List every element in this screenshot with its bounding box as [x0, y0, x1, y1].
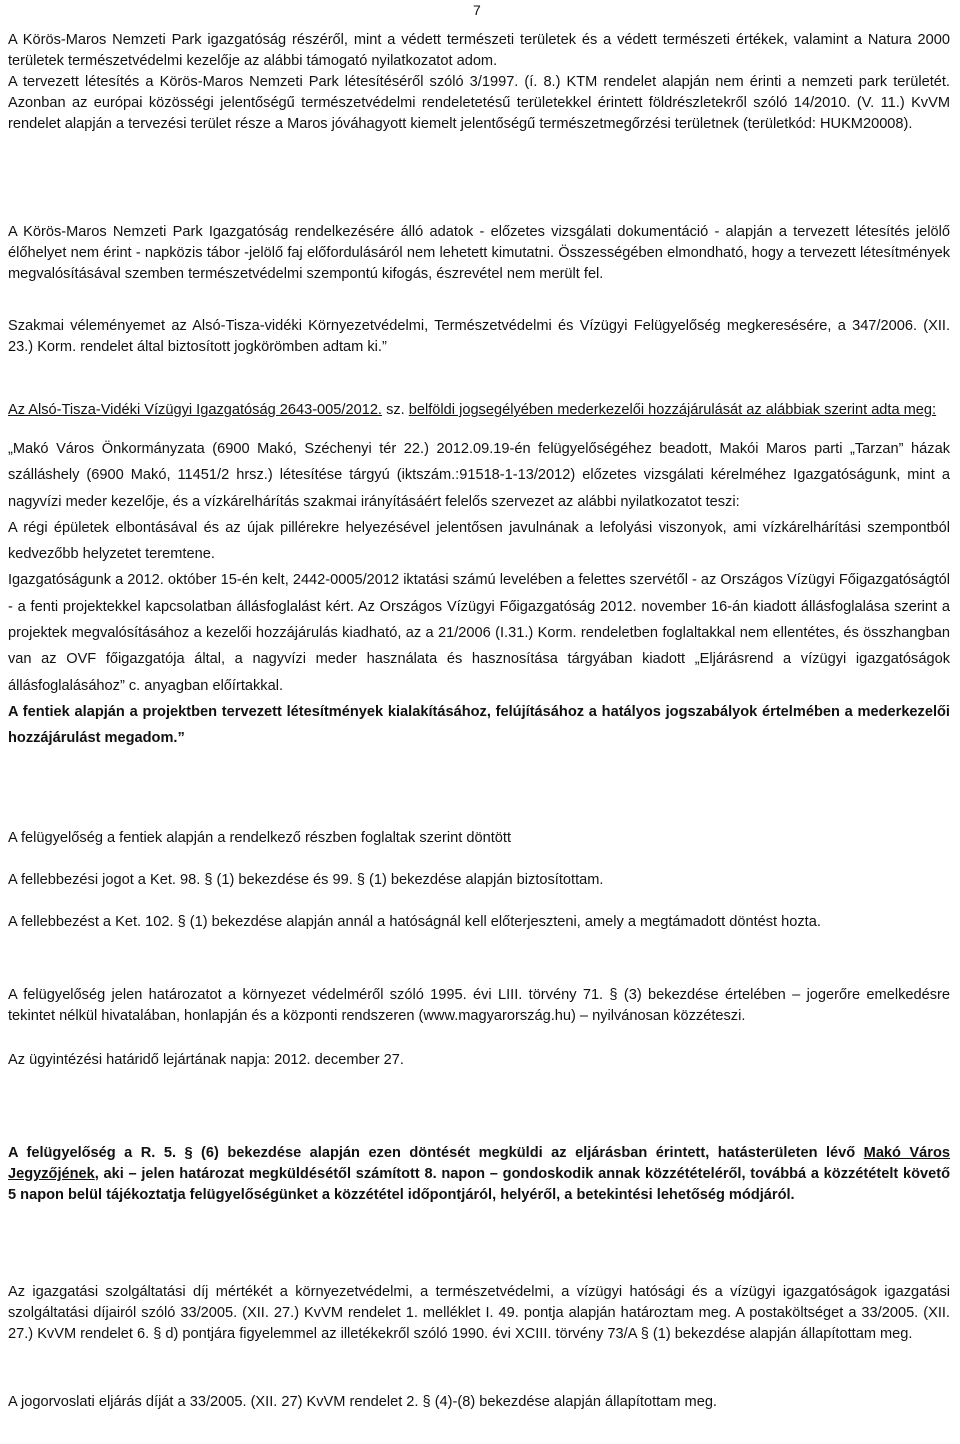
paragraph-appeal-submission: A fellebbezést a Ket. 102. § (1) bekezdése alapján annál a hatóságnál kell előterjeszteni, amely a megtámadott döntést hozta. [8, 914, 821, 930]
paragraph-intro [8, 30, 950, 135]
notification-text-start: A felügyelőség a R. 5. § (6) bekezdése alapján ezen döntését megküldi az eljárásban érintett, hatásterületen lévő [8, 1145, 864, 1161]
notification-text-end: , aki – jelen határozat megküldésétől számított 8. napon – gondoskodik annak közzétételéről, továbbá a közzétételt követő 5 napon belül tájékoztatja felügyelőségünket a közzététel időpontjáról, helyéről, a betekintési lehetőség módjáról. [8, 1166, 950, 1203]
paragraph-expert-opinion: Szakmai véleményemet az Alsó-Tisza-vidéki Környezetvédelmi, Természetvédelmi és Vízügyi Felügyelőség megkeresésére, a 347/2006. (XII. 23.) Korm. rendelet által biztosított jogkörömben adtam ki.” [8, 318, 950, 355]
paragraph-statement: A Körös-Maros Nemzeti Park igazgatóság részéről, mint a védett természeti területek és a védett természeti értékek, valamint a Natura 2000 területek természetvédelmi kezelője az alábbi támogató nyilatkozatot adom. [8, 32, 950, 69]
quote-buildings: A régi épületek elbontásával és az újak pillérekre helyezésével jelentősen javulnának a lefolyási viszonyok, ami vízkárelhárítási szempontból kedvezőbb helyzetet teremtene. [8, 519, 950, 563]
paragraph-deadline: Az ügyintézési határidő lejártának napja: 2012. december 27. [8, 1052, 404, 1068]
paragraph-fees: Az igazgatási szolgáltatási díj mértékét a környezetvédelmi, a természetvédelmi, a vízügyi hatósági és a vízügyi igazgatóságok igazgatási szolgáltatási díjairól szóló 33/2005. (XII. 27.) KvVM rendelet 1. melléklet I. 49. pontja alapján határoztam meg. A postaköltséget a 33/2005. (XII. 27.) KvVM rendelet 6. § d) pontjára figyelemmel az illetékekről szóló 1990. évi XCIII. törvény 73/A § (1) bekezdése alapján állapítottam meg. [8, 1284, 950, 1342]
paragraph-notification [8, 1143, 950, 1206]
paragraph-remedy-fee: A jogorvoslati eljárás díját a 33/2005. (XII. 27) KvVM rendelet 2. § (4)-(8) bekezdése alapján állapítottam meg. [8, 1394, 717, 1410]
paragraph-appeal-right: A fellebbezési jogot a Ket. 98. § (1) bekezdése és 99. § (1) bekezdése alapján biztosítottam. [8, 872, 604, 888]
water-directorate-sz: sz. [386, 402, 405, 418]
quote-request: „Makó Város Önkormányzata (6900 Makó, Széchenyi tér 22.) 2012.09.19-én felügyelőségéhez beadott, Makói Maros parti „Tarzan” házak szálláshely (6900 Makó, 11451/2 hrsz.) létesítése tárgyú (iktszám.:91518-1-13/2012) előzetes vizsgálati kérelméhez Igazgatóságunk, mint a nagyvízi meder kezelője, és a vízkárelhárítás szakmai irányításáért felelős szervezet az alábbi nyilatkozatot teszi: [8, 441, 950, 510]
notification-recipient: Makó Város Jegyzőjének [8, 1145, 950, 1182]
paragraph-national-park: A tervezett létesítés a Körös-Maros Nemzeti Park létesítéséről szóló 3/1997. (í. 8.) KTM rendelet alapján nem érinti a nemzeti park területét. Azonban az európai közösségi jelentőségű természetvédelmi rendeletetésű területekkel érintett földrészletekről szóló 14/2010. (V. 11.) KvVM rendelet alapján a tervezési terület része a Maros jóváhagyott kiemelt jelentőségű természetmegőrzési területnek (területkód: HUKM20008). [8, 74, 950, 132]
quote-decision: A fentiek alapján a projektben tervezett létesítmények kialakításához, felújításához a hatályos jogszabályok értelmében a mederkezelői hozzájárulást megadom.” [8, 703, 950, 747]
paragraph-publication: A felügyelőség jelen határozatot a környezet védelméről szóló 1995. évi LIII. törvény 71. § (3) bekezdése értelében – jogerőre emelkedésre tekintet nélkül hivatalában, honlapján és a központi rendszeren (www.magyarország.hu) – nyilvánosan közzéteszi. [8, 987, 950, 1024]
paragraph-decision: A felügyelőség a fentiek alapján a rendelkező részben foglaltak szerint döntött [8, 830, 511, 846]
paragraph-data-assessment: A Körös-Maros Nemzeti Park Igazgatóság rendelkezésére álló adatok - előzetes vizsgálati dokumentáció - alapján a tervezett létesítés jelölő élőhelyet nem érint - napközis tábor -jelölő faj előfordulásáról nem lehetett kimutatni. Összességében elmondható, hogy a tervezett létesítmények megvalósításával szemben természetvédelmi szempontú kifogás, észrevétel nem merült fel. [8, 224, 950, 282]
quote-ovf-position: Igazgatóságunk a 2012. október 15-én kelt, 2442-0005/2012 iktatási számú levelében a felettes szervétől - az Országos Vízügyi Főigazgatóságtól - a fenti projektekkel kapcsolatban állásfoglalást kért. Az Országos Vízügyi Főigazgatóság 2012. november 16-án kiadott állásfoglalása szerint a projektek megvalósításához a kezelői hozzájárulás kiadható, az a 21/2006 (I.31.) Korm. rendeletben foglaltakkal nem ellentétes, és összhangban van az OVF főigazgatója által, a nagyvízi meder használata és hasznosítása tárgyában kiadott „Eljárásrend a vízügyi igazgatóságok állásfoglalásához” c. anyagban előírtakkal. [8, 572, 950, 694]
quoted-consent [8, 436, 950, 752]
water-directorate-consent: belföldi jogsegélyében mederkezelői hozzájárulását az alábbiak szerint adta meg: [408, 402, 937, 418]
water-directorate-ref: Az Alsó-Tisza-Vidéki Vízügyi Igazgatóság 2643-005/2012. [8, 402, 382, 418]
paragraph-water-directorate [8, 400, 950, 421]
page-number: 7 [473, 2, 481, 18]
